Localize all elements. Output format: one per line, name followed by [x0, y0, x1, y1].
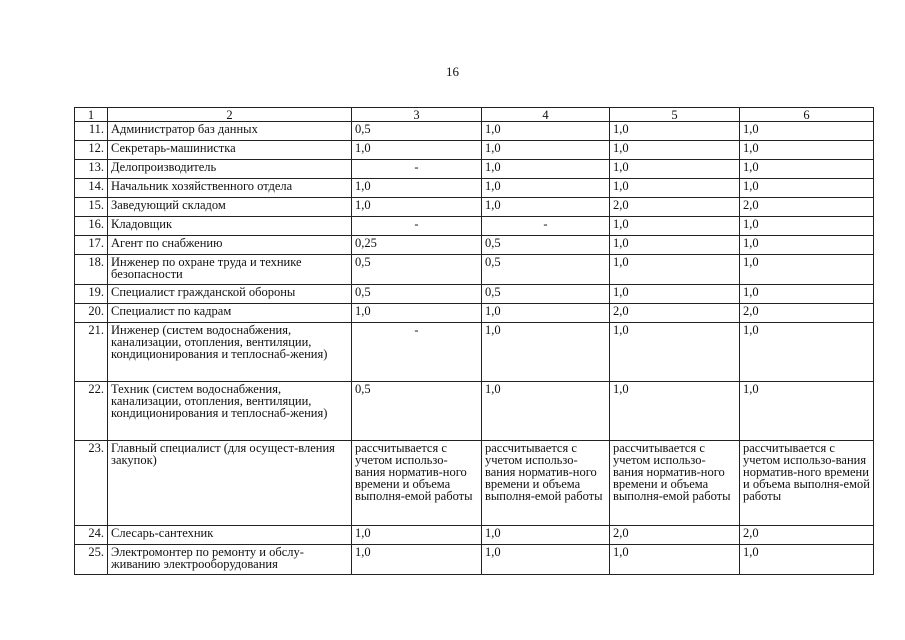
position-name: Электромонтер по ремонту и обслу-живанию электрооборудования: [108, 545, 352, 575]
staff-units-cell: 1,0: [740, 236, 874, 255]
staff-units-cell: 1,0: [610, 255, 740, 285]
staff-units-cell: 1,0: [610, 382, 740, 441]
position-name: Делопроизводитель: [108, 160, 352, 179]
row-number: 22.: [75, 382, 108, 441]
header-cell: 3: [352, 108, 482, 122]
position-name: Агент по снабжению: [108, 236, 352, 255]
position-name: Специалист гражданской обороны: [108, 285, 352, 304]
staff-units-cell: 2,0: [610, 304, 740, 323]
staff-units-cell: 2,0: [740, 198, 874, 217]
staff-units-cell: 1,0: [482, 198, 610, 217]
staff-units-cell: 0,5: [352, 382, 482, 441]
row-number: 12.: [75, 141, 108, 160]
header-cell: 6: [740, 108, 874, 122]
position-name: Специалист по кадрам: [108, 304, 352, 323]
staff-units-cell: 1,0: [610, 285, 740, 304]
staff-units-cell: 1,0: [740, 179, 874, 198]
staff-units-cell: -: [482, 217, 610, 236]
table-row: [75, 236, 874, 255]
staff-units-cell: 1,0: [352, 198, 482, 217]
staffing-table: [74, 107, 874, 575]
table-row: [75, 526, 874, 545]
staff-units-cell: 2,0: [610, 198, 740, 217]
staff-units-cell: 1,0: [352, 141, 482, 160]
row-number: 17.: [75, 236, 108, 255]
staff-units-cell: 1,0: [352, 526, 482, 545]
staff-units-cell: 1,0: [740, 141, 874, 160]
staff-units-cell: 1,0: [610, 141, 740, 160]
table-row: [75, 255, 874, 285]
position-name: Слесарь-сантехник: [108, 526, 352, 545]
staff-units-cell: 1,0: [740, 545, 874, 575]
staff-units-cell: 1,0: [482, 160, 610, 179]
row-number: 25.: [75, 545, 108, 575]
staff-units-cell: рассчитывается с учетом использо-вания норматив-ного времени и объема выполня-емой работы: [352, 441, 482, 526]
header-cell: 2: [108, 108, 352, 122]
header-cell: 4: [482, 108, 610, 122]
position-name: Главный специалист (для осущест-вления закупок): [108, 441, 352, 526]
staff-units-cell: 1,0: [610, 160, 740, 179]
position-name: Заведующий складом: [108, 198, 352, 217]
staff-units-cell: 1,0: [610, 217, 740, 236]
staff-units-cell: 1,0: [610, 236, 740, 255]
staff-units-cell: рассчитывается с учетом использо-вания норматив-ного времени и объема выполня-емой работы: [482, 441, 610, 526]
staff-units-cell: 1,0: [482, 382, 610, 441]
staff-units-cell: 1,0: [740, 160, 874, 179]
staff-units-cell: 0,5: [482, 255, 610, 285]
staff-units-cell: 1,0: [352, 304, 482, 323]
position-name: Инженер по охране труда и технике безопасности: [108, 255, 352, 285]
position-name: Секретарь-машинистка: [108, 141, 352, 160]
staff-units-cell: 0,5: [352, 285, 482, 304]
row-number: 11.: [75, 122, 108, 141]
staff-units-cell: 1,0: [740, 217, 874, 236]
table-row: [75, 545, 874, 575]
table-row: [75, 179, 874, 198]
row-number: 18.: [75, 255, 108, 285]
table-row: [75, 441, 874, 526]
staff-units-cell: 1,0: [610, 179, 740, 198]
table-row: [75, 141, 874, 160]
staff-units-cell: -: [352, 323, 482, 382]
staff-units-cell: 0,5: [352, 122, 482, 141]
staff-units-cell: 1,0: [740, 255, 874, 285]
staff-units-cell: 1,0: [740, 382, 874, 441]
staff-units-cell: 1,0: [740, 285, 874, 304]
staff-units-cell: 1,0: [610, 323, 740, 382]
position-name: Инженер (систем водоснабжения, канализации, отопления, вентиляции, кондиционирования и теплоснаб-жения): [108, 323, 352, 382]
table-row: [75, 304, 874, 323]
staff-units-cell: 1,0: [610, 545, 740, 575]
table-row: [75, 198, 874, 217]
row-number: 16.: [75, 217, 108, 236]
position-name: Кладовщик: [108, 217, 352, 236]
table-row: [75, 285, 874, 304]
table-body: [75, 122, 874, 575]
staff-units-cell: 1,0: [482, 323, 610, 382]
row-number: 19.: [75, 285, 108, 304]
staff-units-cell: 1,0: [482, 526, 610, 545]
header-cell: 1: [75, 108, 108, 122]
header-row: [75, 108, 874, 122]
row-number: 23.: [75, 441, 108, 526]
staff-units-cell: 0,5: [482, 285, 610, 304]
staff-units-cell: -: [352, 217, 482, 236]
staff-units-cell: 1,0: [610, 122, 740, 141]
staff-units-cell: 2,0: [740, 304, 874, 323]
staff-units-cell: 2,0: [740, 526, 874, 545]
row-number: 24.: [75, 526, 108, 545]
row-number: 21.: [75, 323, 108, 382]
staff-units-cell: 2,0: [610, 526, 740, 545]
staff-units-cell: 1,0: [740, 122, 874, 141]
staff-units-cell: 1,0: [482, 141, 610, 160]
staff-units-cell: рассчитывается с учетом использо-вания норматив-ного времени и объема выполня-емой работы: [740, 441, 874, 526]
row-number: 20.: [75, 304, 108, 323]
page-number: 16: [446, 64, 459, 79]
row-number: 15.: [75, 198, 108, 217]
staff-units-cell: 1,0: [482, 304, 610, 323]
table-row: [75, 217, 874, 236]
table-row: [75, 160, 874, 179]
staff-units-cell: -: [352, 160, 482, 179]
row-number: 14.: [75, 179, 108, 198]
row-number: 13.: [75, 160, 108, 179]
table-row: [75, 122, 874, 141]
staff-units-cell: 0,5: [352, 255, 482, 285]
staff-units-cell: 0,5: [482, 236, 610, 255]
position-name: Техник (систем водоснабжения, канализации, отопления, вентиляции, кондиционирования и теплоснаб-жения): [108, 382, 352, 441]
position-name: Начальник хозяйственного отдела: [108, 179, 352, 198]
staff-units-cell: 1,0: [352, 545, 482, 575]
staff-units-cell: 0,25: [352, 236, 482, 255]
staff-units-cell: 1,0: [482, 179, 610, 198]
staff-units-cell: рассчитывается с учетом использо-вания норматив-ного времени и объема выполня-емой работы: [610, 441, 740, 526]
staff-units-cell: 1,0: [740, 323, 874, 382]
position-name: Администратор баз данных: [108, 122, 352, 141]
table-row: [75, 382, 874, 441]
staff-units-cell: 1,0: [482, 545, 610, 575]
staff-units-cell: 1,0: [482, 122, 610, 141]
table-row: [75, 323, 874, 382]
staff-units-cell: 1,0: [352, 179, 482, 198]
header-cell: 5: [610, 108, 740, 122]
